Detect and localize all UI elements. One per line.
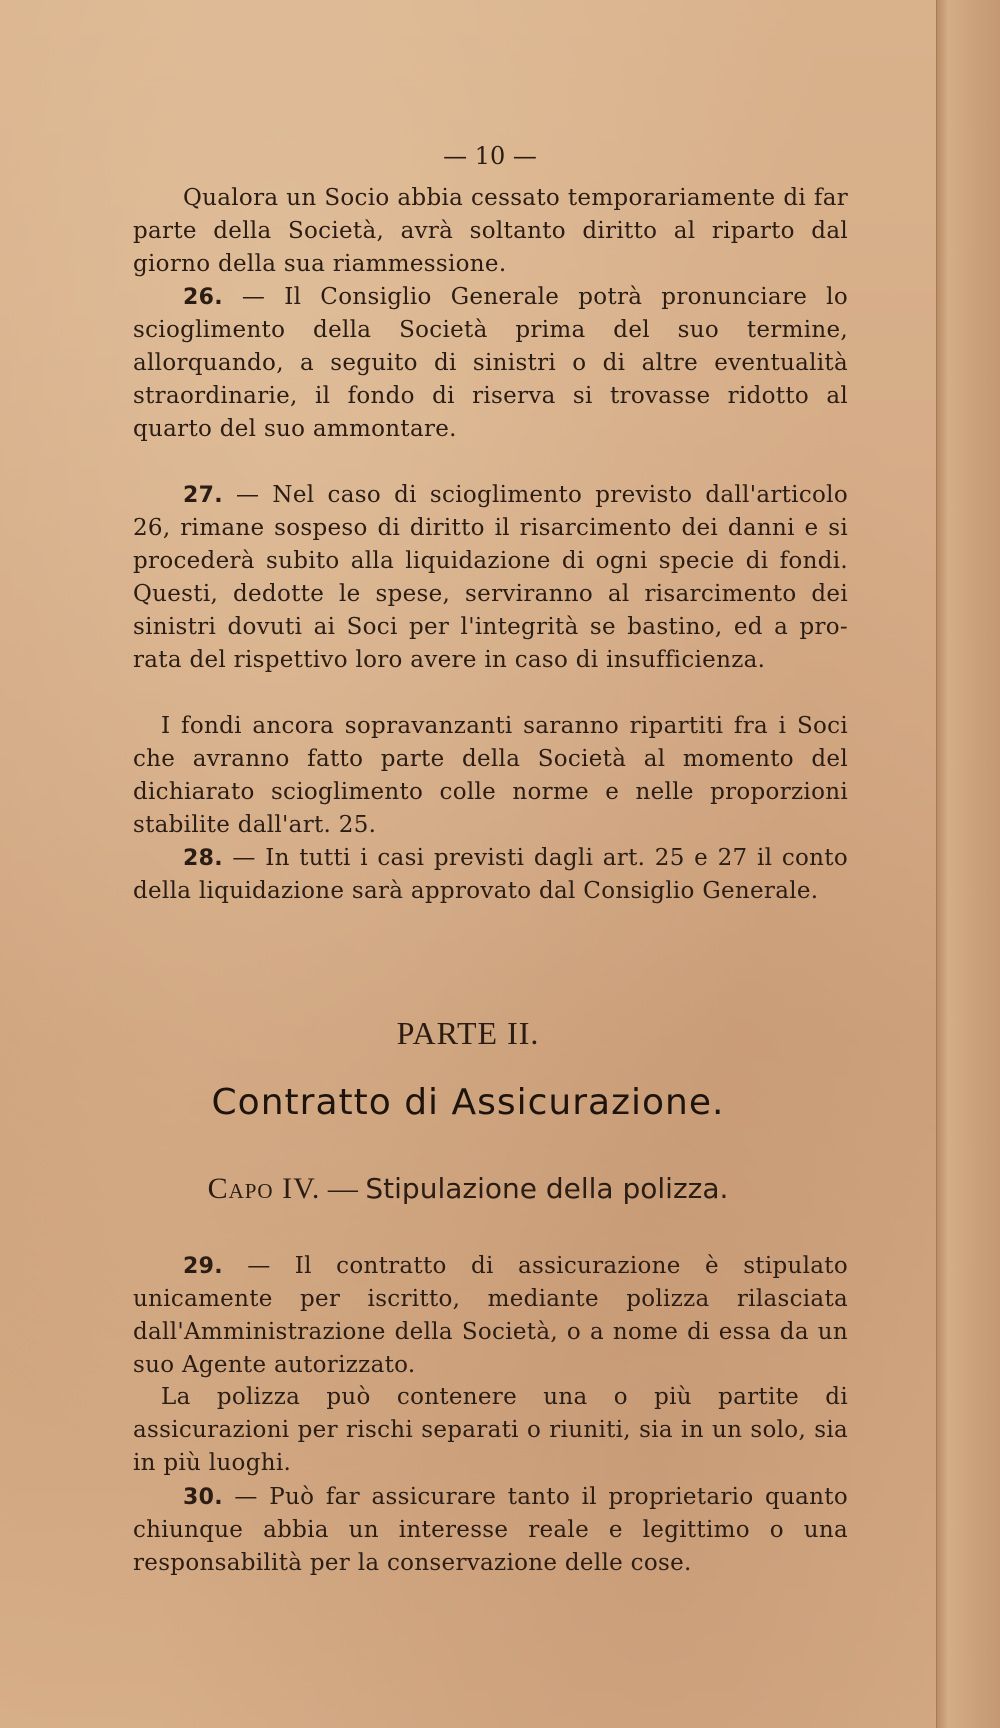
article-29-number: 29. [183, 1254, 223, 1279]
page-number: — 10 — [443, 142, 537, 170]
article-29-paragraph-2 [133, 1381, 848, 1480]
contract-heading: Contratto di Assicurazione. [211, 1082, 725, 1123]
article-30 [133, 1481, 848, 1580]
article-28-number: 28. [183, 846, 223, 871]
article-27-paragraph-2 [133, 710, 848, 842]
chapter-title: Stipulazione della polizza. [365, 1172, 729, 1205]
article-30-number: 30. [183, 1485, 223, 1510]
chapter-label: Capo IV. [207, 1172, 321, 1205]
article-28 [133, 842, 848, 908]
article-26-number: 26. [183, 285, 223, 310]
article-26-text: — Il Consiglio Generale potrà pronunciare lo scioglimento della Società prima del suo termine, allorquando, a seguito di sinistri o di altre eventualità straordinarie, il fondo di riserva si trovasse ridotto al quarto del suo ammontare. [133, 284, 848, 442]
part-heading: PARTE II. [396, 1015, 540, 1051]
article-27-paragraph-2-text: I fondi ancora sopravanzanti saranno ripartiti fra i Soci che avranno fatto parte della Società al momento del dichiarato scioglimento colle norme e nelle proporzioni stabilite dall'art. 25. [133, 713, 848, 838]
chapter-dash: — [327, 1172, 358, 1205]
article-27-number: 27. [183, 483, 223, 508]
article-26 [133, 281, 848, 446]
article-29-text: — Il contratto di assicurazione è stipulato unicamente per iscritto, mediante polizza rilasciata dall'Amministrazione della Società, o a nome di essa da un suo Agente autorizzato. [133, 1253, 848, 1378]
paragraph-continuation-text: Qualora un Socio abbia cessato temporariamente di far parte della Società, avrà soltanto diritto al riparto dal giorno della sua riammessione. [133, 185, 848, 277]
article-27-text: — Nel caso di scioglimento previsto dall'articolo 26, rimane sospeso di diritto il risarcimento dei danni e si procederà subito alla liquidazione di ogni specie di fondi. Questi, dedotte le spese, serviranno al risarcimento dei sinistri dovuti ai Soci per l'integrità se bastino, ed a pro-rata del rispettivo loro avere in caso di insufficienza. [133, 482, 848, 673]
article-29-paragraph-2-text: La polizza può contenere una o più partite di assicurazioni per rischi separati o riuniti, sia in un solo, sia in più luoghi. [133, 1384, 848, 1476]
article-29 [133, 1250, 848, 1382]
article-30-text: — Può far assicurare tanto il proprietario quanto chiunque abbia un interesse reale e legittimo o una responsabilità per la conservazione delle cose. [133, 1484, 848, 1576]
article-28-text: — In tutti i casi previsti dagli art. 25 e 27 il conto della liquidazione sarà approvato dal Consiglio Generale. [133, 845, 848, 904]
article-27 [133, 479, 848, 677]
chapter-heading [0, 1172, 936, 1206]
paragraph-continuation [133, 182, 848, 281]
page-fold-edge [936, 0, 1000, 1728]
